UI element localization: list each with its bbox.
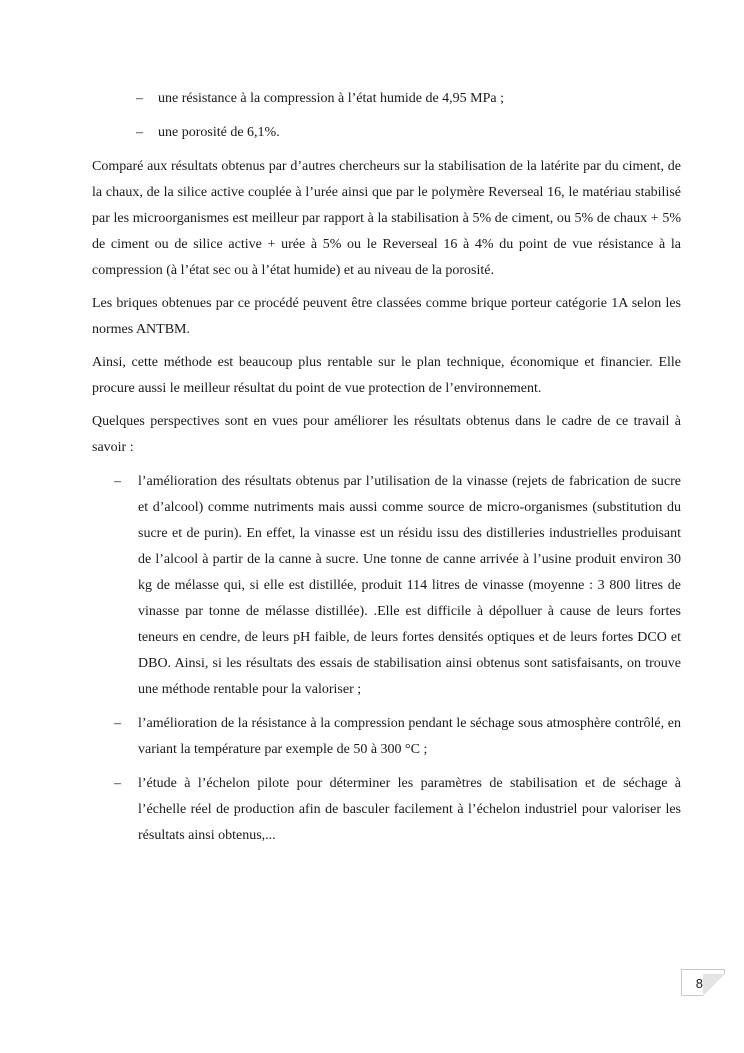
dash-bullet: – — [136, 125, 143, 140]
dash-bullet: – — [114, 474, 121, 489]
list-item-text: l’amélioration des résultats obtenus par l’utilisation de la vinasse (rejets de fabrication de sucre et d’alcool) comme nutriments mais aussi comme source de micro-organismes (substitution du sucre et de purin). En effet, la vinasse est un résidu issu des distilleries industrielles produisant de l’alcool à partir de la canne à sucre. Une tonne de canne arrivée à l’usine produit environ 30 kg de mélasse qui, si elle est distillée, produit 114 litres de vinasse (moyenne : 3 800 litres de vinasse par tonne de mélasse distillée). .Elle est difficile à dépolluer à cause de leurs fortes teneurs en cendre, de leurs pH faible, de leurs fortes densités optiques et de leurs fortes DCO et DBO. Ainsi, si les résultats des essais de stabilisation ainsi obtenus sont satisfaisants, on trouve une méthode rentable pour la valoriser ; — [138, 474, 681, 697]
list-item-text: l’amélioration de la résistance à la compression pendant le séchage sous atmosphère contrôlé, en variant la température par exemple de 50 à 300 °C ; — [138, 716, 681, 757]
list-item — [92, 711, 681, 763]
perspectives-list — [92, 469, 681, 849]
list-item — [92, 771, 681, 849]
dash-bullet: – — [136, 91, 143, 106]
list-item — [92, 120, 681, 146]
list-item — [92, 86, 681, 112]
document-body — [92, 86, 681, 857]
paragraph-comparison: Comparé aux résultats obtenus par d’autres chercheurs sur la stabilisation de la latérite par du ciment, de la chaux, de la silice active couplée à l’urée ainsi que par le polymère Reverseal 16, le matériau stabilisé par les microorganismes est meilleur par rapport à la stabilisation à 5% de ciment, ou 5% de chaux + 5% de ciment ou de silice active + urée à 5% ou le Reverseal 16 à 4% du point de vue résistance à la compression (à l’état sec ou à l’état humide) et au niveau de la porosité. — [92, 159, 681, 278]
page-number: 86 — [681, 969, 725, 996]
result-list — [92, 86, 681, 146]
list-item — [92, 469, 681, 703]
paragraph-profitability: Ainsi, cette méthode est beaucoup plus rentable sur le plan technique, économique et financier. Elle procure aussi le meilleur résultat du point de vue protection de l’environnement. — [92, 355, 681, 396]
list-item-text: une porosité de 6,1%. — [158, 125, 280, 140]
paragraph-classification: Les briques obtenues par ce procédé peuvent être classées comme brique porteur catégorie 1A selon les normes ANTBM. — [92, 296, 681, 337]
dash-bullet: – — [114, 776, 121, 791]
paragraph-perspectives-intro: Quelques perspectives sont en vues pour améliorer les résultats obtenus dans le cadre de ce travail à savoir : — [92, 414, 681, 455]
dash-bullet: – — [114, 716, 121, 731]
list-item-text: une résistance à la compression à l’état humide de 4,95 MPa ; — [158, 91, 505, 106]
list-item-text: l’étude à l’échelon pilote pour déterminer les paramètres de stabilisation et de séchage à l’échelle réel de production afin de basculer facilement à l’échelon industriel pour valoriser les résultats ainsi obtenus,... — [138, 776, 681, 843]
